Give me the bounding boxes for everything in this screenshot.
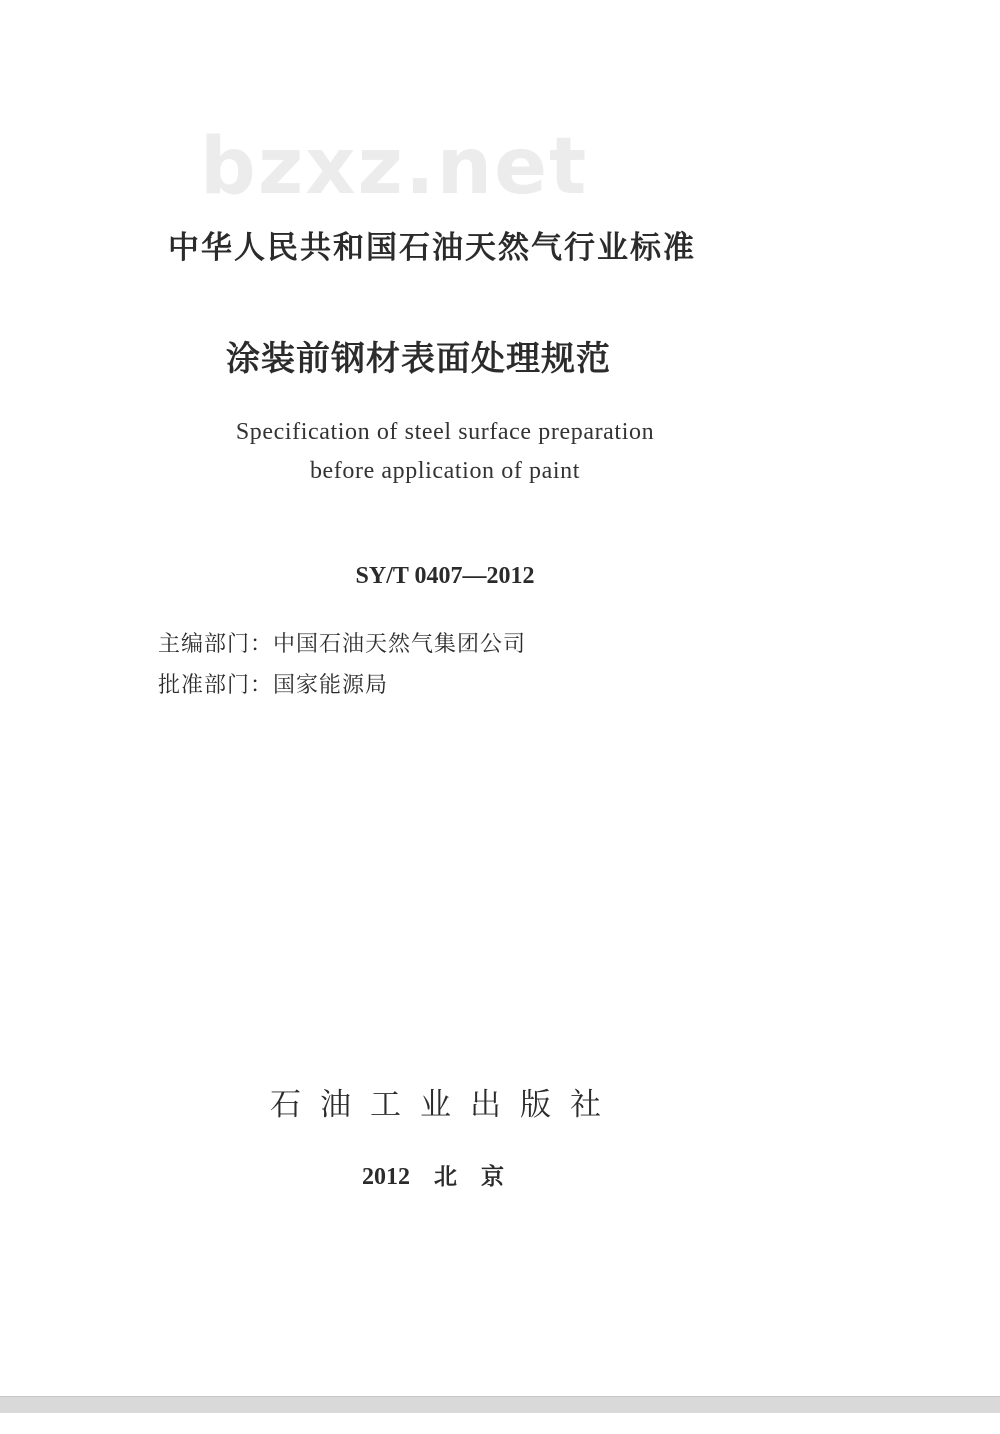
authority-info xyxy=(158,624,526,706)
document-title-cn: 涂装前钢材表面处理规范 xyxy=(226,339,611,379)
publisher-name: 石油工业出版社 xyxy=(270,1087,620,1123)
editor-department: 主编部门：中国石油天然气集团公司 xyxy=(158,632,527,657)
title-en-line1: Specification of steel surface preparation xyxy=(235,419,655,445)
publication-city: 北京 xyxy=(434,1164,528,1190)
publication-info xyxy=(0,1158,890,1191)
watermark: bzxz.net xyxy=(200,122,589,212)
viewer-bottom-strip xyxy=(0,1413,1000,1434)
publication-year: 2012 xyxy=(362,1164,410,1190)
viewer-scrollbar[interactable] xyxy=(0,1396,1000,1413)
standard-series-title: 中华人民共和国石油天然气行业标准 xyxy=(168,230,696,266)
document-title-en xyxy=(0,413,890,491)
standard-number: SY/T 0407—2012 xyxy=(355,563,535,589)
title-en-line2: before application of paint xyxy=(309,458,581,484)
approval-department: 批准部门：国家能源局 xyxy=(158,673,389,698)
